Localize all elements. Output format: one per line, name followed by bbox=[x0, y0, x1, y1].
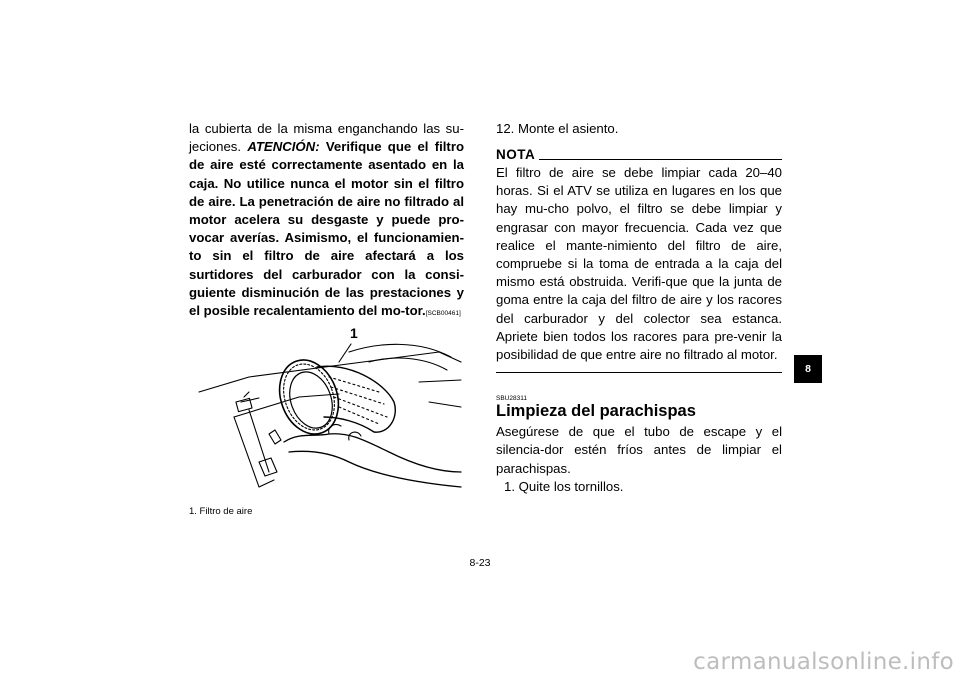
warning-paragraph bbox=[189, 120, 464, 323]
callout-number: 1 bbox=[350, 325, 358, 341]
warning-body: Verifique que el filtro de aire esté correctamente asentado en la caja. No utilice nunca el motor sin el filtro de aire. La penetración de aire no filtrado al motor acelera su desgaste y puede pro-vocar averías. Asimismo, el funcionamien-to sin el filtro de aire afectará a los surtidores del carburador con la consi-guiente disminución de las prestaciones y el posible recalentamiento del mo-tor. bbox=[189, 139, 465, 319]
figure-caption: 1. Filtro de aire bbox=[189, 506, 253, 517]
warning-code: [SCB00461] bbox=[425, 310, 461, 318]
air-filter-illustration bbox=[189, 322, 464, 502]
page-number: 8-23 bbox=[469, 557, 491, 569]
note-label: NOTA bbox=[496, 147, 536, 162]
section-code: SBU28311 bbox=[496, 395, 527, 403]
section-intro: Asegúrese de que el tubo de escape y el silencia-dor estén fríos antes de limpiar el parachispas. bbox=[496, 424, 782, 476]
left-column bbox=[189, 120, 464, 323]
step-1: 1. Quite los tornillos. bbox=[504, 478, 624, 494]
note-body: El filtro de aire se debe limpiar cada 20–40 horas. Si el ATV se utiliza en lugares en los que hay mu-cho polvo, el filtro se debe limpiar y engrasar con mayor frecuencia. Cada vez que realice el mante-nimiento del filtro de aire, compruebe si la toma de entrada a la caja del mismo está obstruida. Verifi-que que la junta de goma entre la caja del filtro de aire y los racores del carburador y del colector sea estanca. Apriete bien todos los racores para pre-venir la posibilidad de que entre aire no filtrado al motor. bbox=[496, 165, 782, 363]
section-title: Limpieza del parachispas bbox=[496, 402, 696, 421]
paragraph-lead: la cubierta de la misma enganchando las su-jeciones. bbox=[189, 121, 464, 155]
watermark: carmanualsonline.info bbox=[693, 649, 954, 675]
note-rule-top bbox=[539, 159, 782, 160]
right-column bbox=[496, 120, 782, 496]
chapter-tab: 8 bbox=[794, 355, 822, 383]
step-12: 12. Monte el asiento. bbox=[496, 121, 619, 136]
air-filter-drawing bbox=[189, 322, 464, 502]
warning-heading: ATENCIÓN: bbox=[247, 139, 320, 155]
note-header bbox=[496, 148, 782, 162]
note-rule-bottom bbox=[496, 372, 782, 373]
